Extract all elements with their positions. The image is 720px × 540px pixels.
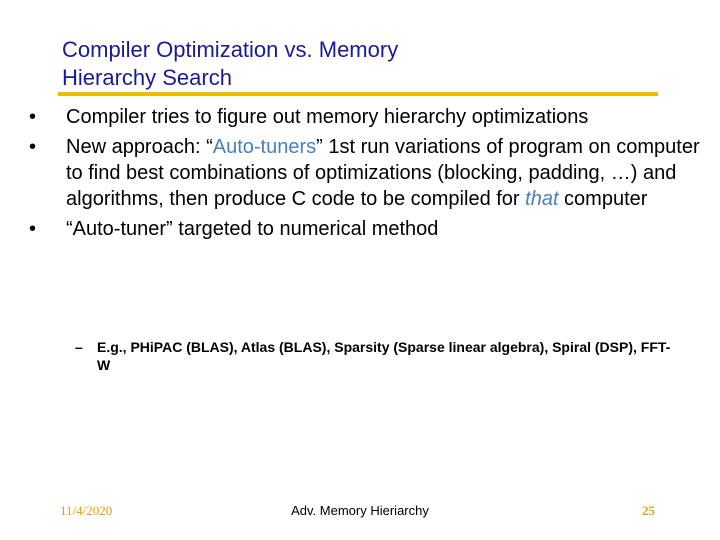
sub-bullet-text: E.g., PHiPAC (BLAS), Atlas (BLAS), Sparsity (Sparse linear algebra), Spiral (DSP), FFT-W — [97, 339, 671, 373]
footer-page-number: 25 — [642, 503, 655, 518]
bullet-item — [24, 134, 704, 212]
title-underline — [58, 92, 658, 96]
bullet-list — [24, 104, 704, 246]
highlighted-term: Auto-tuners — [212, 136, 317, 158]
bullet-dot: • — [29, 106, 37, 128]
bullet-text — [66, 136, 700, 210]
sub-bullet — [75, 338, 675, 374]
bullet-dot: • — [29, 136, 37, 158]
bullet-text: Compiler tries to figure out memory hierarchy optimizations — [66, 106, 589, 128]
bullet-text-part: computer — [558, 188, 648, 210]
bullet-item — [24, 216, 704, 242]
bullet-item — [24, 104, 704, 130]
bullet-text-part: ” 1st run variations of program on computer to find best combinations of optimizations (blocking, padding, …) and algorithms, then produce C code to be compiled for — [66, 136, 700, 210]
bullet-dot: • — [29, 218, 37, 240]
bullet-text-part: New approach: “ — [66, 136, 213, 158]
bullet-text: “Auto-tuner” targeted to numerical method — [66, 218, 439, 240]
title-line-2: Hierarchy Search — [62, 65, 232, 90]
footer-course-title: Adv. Memory Hieriarchy — [291, 503, 429, 518]
sub-bullet-dash: – — [75, 339, 83, 355]
title-line-1: Compiler Optimization vs. Memory — [62, 37, 399, 62]
footer-date: 11/4/2020 — [60, 503, 113, 518]
emphasized-term: that — [525, 188, 559, 210]
slide-title — [62, 36, 622, 92]
